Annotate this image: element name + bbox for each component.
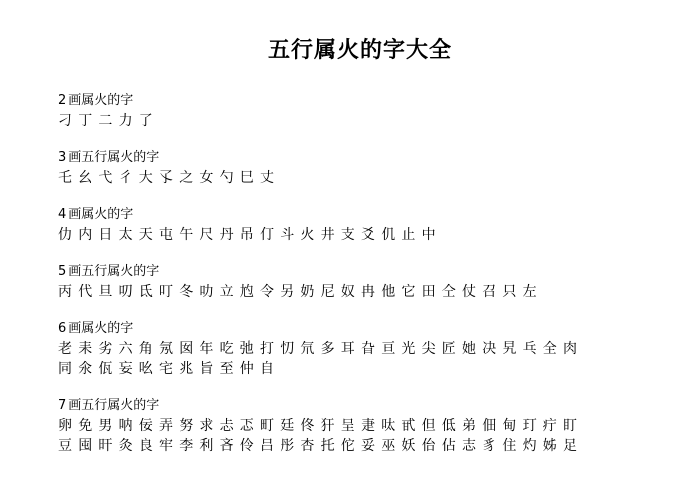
section-stroke-3 bbox=[58, 148, 688, 188]
heading-label: 画五行属火的字 bbox=[68, 150, 160, 165]
stroke-count: 7 bbox=[58, 398, 67, 413]
section-stroke-2 bbox=[58, 91, 688, 131]
section-heading bbox=[58, 148, 688, 168]
character-line: 丙代旦叨氐叮冬叻立尥令另奶尼奴冉他它田仝仗召只左 bbox=[58, 284, 543, 300]
character-line: 豆囤旰灸良牢李利吝伶吕彤杏托佗妥巫妖佁佔志豸住灼姊足 bbox=[58, 438, 584, 454]
section-stroke-4 bbox=[58, 205, 688, 245]
stroke-count: 4 bbox=[58, 207, 67, 222]
section-heading bbox=[58, 91, 688, 111]
heading-label: 画五行属火的字 bbox=[68, 264, 160, 279]
stroke-count: 3 bbox=[58, 150, 67, 165]
character-line: 老耒劣六角氖囡年吃弛打忉氘多耳旮亘光尖匠她决旯乓全肉 bbox=[58, 341, 584, 357]
stroke-count: 2 bbox=[58, 93, 67, 108]
stroke-count: 5 bbox=[58, 264, 67, 279]
stroke-count: 6 bbox=[58, 321, 67, 336]
heading-label: 画属火的字 bbox=[68, 93, 134, 108]
section-heading bbox=[58, 396, 688, 416]
section-heading bbox=[58, 205, 688, 225]
heading-label: 画属火的字 bbox=[68, 321, 134, 336]
character-line: 乇幺弋彳大孓之女勺巳丈 bbox=[58, 170, 281, 186]
page-title: 五行属火的字大全 bbox=[267, 37, 452, 63]
character-line: 刁丁二力了 bbox=[58, 113, 159, 129]
section-stroke-5 bbox=[58, 262, 688, 302]
character-line: 同氽佤妄吆宅兆旨至仲自 bbox=[58, 361, 281, 377]
heading-label: 画五行属火的字 bbox=[68, 398, 160, 413]
section-stroke-7 bbox=[58, 396, 688, 456]
document-content bbox=[58, 91, 688, 473]
heading-label: 画属火的字 bbox=[68, 207, 134, 222]
character-line: 仂内日太天屯午尺丹吊仃斗火井支爻仉止中 bbox=[58, 227, 442, 243]
character-line: 卵免男呐佞弄努求忐忑町廷佟犴呈疌呔甙但低弟佃甸玎疔盯 bbox=[58, 418, 584, 434]
section-heading bbox=[58, 319, 688, 339]
section-stroke-6 bbox=[58, 319, 688, 379]
section-heading bbox=[58, 262, 688, 282]
